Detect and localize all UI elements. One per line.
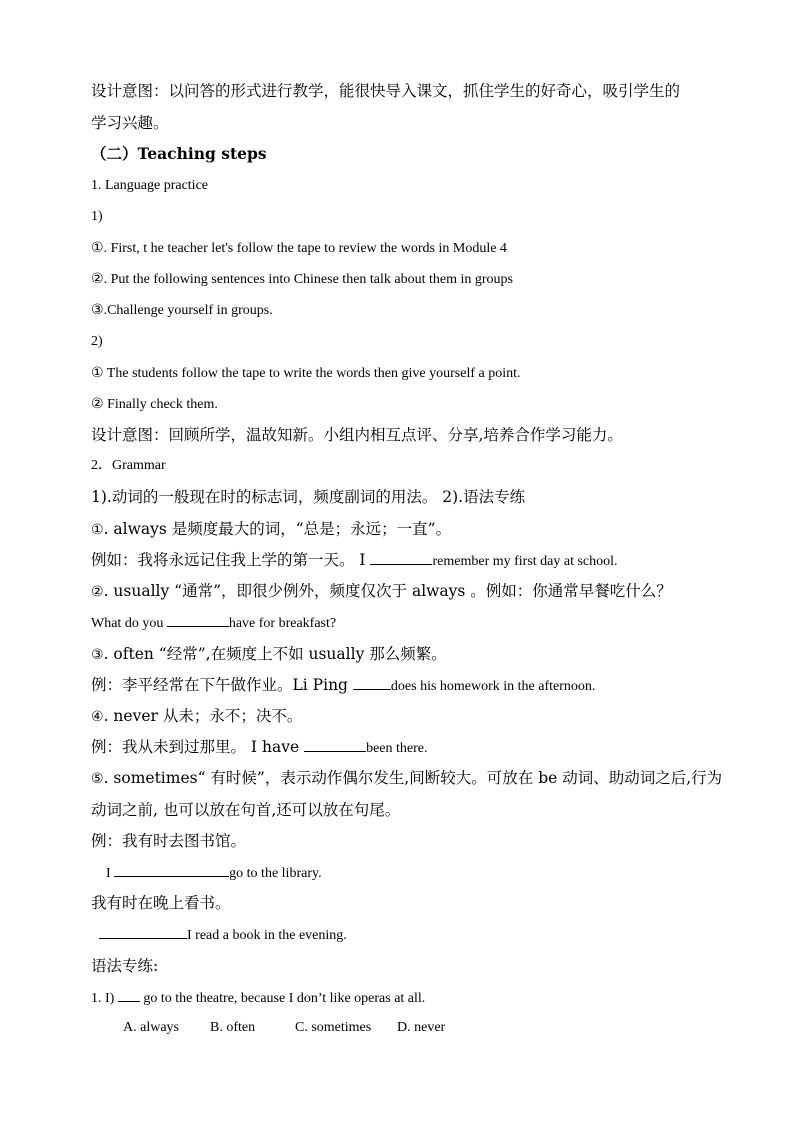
- option-c[interactable]: C. sometimes: [295, 1020, 372, 1035]
- fill-blank[interactable]: [114, 862, 229, 877]
- grammar-example-usually: [91, 612, 336, 634]
- circled-number: ③: [91, 302, 104, 318]
- example-en-a: What do you: [91, 616, 167, 631]
- question-1: [91, 987, 425, 1009]
- grammar-item-sometimes: [91, 768, 722, 789]
- lp1-item-a: [91, 238, 507, 259]
- grammar-title: 2．Grammar: [91, 458, 166, 473]
- language-practice-part-1: 1): [91, 209, 103, 224]
- option-d[interactable]: D. never: [397, 1020, 446, 1035]
- lp2-item-a-text: The students follow the tape to write the words then give yourself a point.: [103, 366, 521, 381]
- example-cn: 例如：我将永远记住我上学的第一天。 I: [91, 551, 371, 569]
- grammar-item-usually: [91, 581, 672, 602]
- grammar-example-sometimes-1-en: [106, 862, 322, 884]
- circled-number: ②: [91, 584, 104, 600]
- circled-number: ⑤: [91, 771, 104, 787]
- grammar-item-sometimes-text: . sometimes“ 有时候”，表示动作偶尔发生,间断较大。可放在 be 动词、助动词之后,行为: [103, 769, 723, 787]
- fill-blank[interactable]: [304, 737, 366, 752]
- example-cn: 例：我从未到过那里。 I have: [91, 738, 305, 756]
- circled-number: ①: [91, 365, 104, 381]
- grammar-practice-title: 语法专练:: [91, 957, 159, 975]
- circled-number: ③: [91, 647, 104, 663]
- grammar-subtitle: 1).动词的一般现在时的标志词，频度副词的用法。 2).语法专练: [91, 488, 526, 506]
- lp1-item-b: [91, 269, 513, 290]
- example-en: been there.: [366, 741, 428, 756]
- grammar-item-never-text: . never 从未；永不；决不。: [103, 707, 303, 725]
- circled-number: ①: [91, 240, 104, 256]
- grammar-item-always: [91, 519, 451, 540]
- example-en-b: have for breakfast?: [228, 616, 337, 631]
- example-en: I read a book in the evening.: [187, 928, 347, 943]
- fill-blank[interactable]: [167, 612, 229, 627]
- circled-number: ②: [91, 271, 104, 287]
- option-b[interactable]: B. often: [210, 1020, 256, 1035]
- question-1-options: [123, 1018, 445, 1038]
- grammar-example-often: [91, 675, 595, 697]
- lp1-item-a-text: . First, t he teacher let's follow the tape to review the words in Module 4: [103, 241, 507, 256]
- option-a[interactable]: A. always: [123, 1020, 179, 1035]
- example-en-a: I: [106, 866, 115, 881]
- design-intent-2: 设计意图：回顾所学，温故知新。小组内相互点评、分享,培养合作学习能力。: [91, 426, 623, 444]
- fill-blank[interactable]: [99, 924, 187, 939]
- lp1-item-c: [91, 300, 273, 321]
- lp2-item-b: [91, 394, 218, 415]
- grammar-item-never: [91, 706, 302, 727]
- lp2-item-a: [91, 363, 521, 384]
- lp1-item-c-text: .Challenge yourself in groups.: [103, 303, 273, 318]
- example-en-b: go to the library.: [229, 866, 322, 881]
- question-1-a: 1. I): [91, 991, 118, 1006]
- language-practice-part-2: 2): [91, 334, 103, 349]
- example-cn: 例：李平经常在下午做作业。Li Ping: [91, 676, 353, 694]
- section-heading: [91, 144, 267, 165]
- circled-number: ④: [91, 709, 104, 725]
- fill-blank[interactable]: [118, 987, 140, 1002]
- circled-number: ②: [91, 396, 104, 412]
- grammar-item-always-text: . always 是频度最大的词，“总是；永远；一直”。: [103, 520, 452, 538]
- section-heading-text: （二）Teaching steps: [91, 144, 267, 163]
- grammar-example-sometimes-2: 我有时在晚上看书。: [91, 894, 231, 912]
- grammar-item-sometimes-cont: 动词之前, 也可以放在句首,还可以放在句尾。: [91, 801, 401, 819]
- fill-blank[interactable]: [353, 675, 391, 690]
- design-intent-1-line-1: 设计意图：以问答的形式进行教学，能很快导入课文，抓住学生的好奇心，吸引学生的: [91, 82, 681, 100]
- lp1-item-b-text: . Put the following sentences into Chinese then talk about them in groups: [103, 272, 514, 287]
- circled-number: ①: [91, 522, 104, 538]
- grammar-example-always: [91, 550, 618, 572]
- lp2-item-b-text: Finally check them.: [103, 397, 218, 412]
- question-1-b: go to the theatre, because I don’t like operas at all.: [139, 991, 426, 1006]
- grammar-example-sometimes-1: 例：我有时去图书馆。: [91, 832, 247, 850]
- design-intent-1-line-2: 学习兴趣。: [91, 114, 169, 132]
- grammar-item-often: [91, 644, 447, 665]
- grammar-example-sometimes-2-en: [99, 924, 347, 946]
- grammar-example-never: [91, 737, 427, 759]
- grammar-item-usually-text: . usually “通常”，即很少例外，频度仅次于 always 。例如：你通常早餐吃什么？: [103, 582, 672, 600]
- example-en: remember my first day at school.: [432, 554, 618, 569]
- fill-blank[interactable]: [370, 550, 432, 565]
- example-en: does his homework in the afternoon.: [390, 679, 596, 694]
- language-practice-title: 1. Language practice: [91, 178, 208, 193]
- grammar-item-often-text: . often “经常”,在频度上不如 usually 那么频繁。: [103, 645, 447, 663]
